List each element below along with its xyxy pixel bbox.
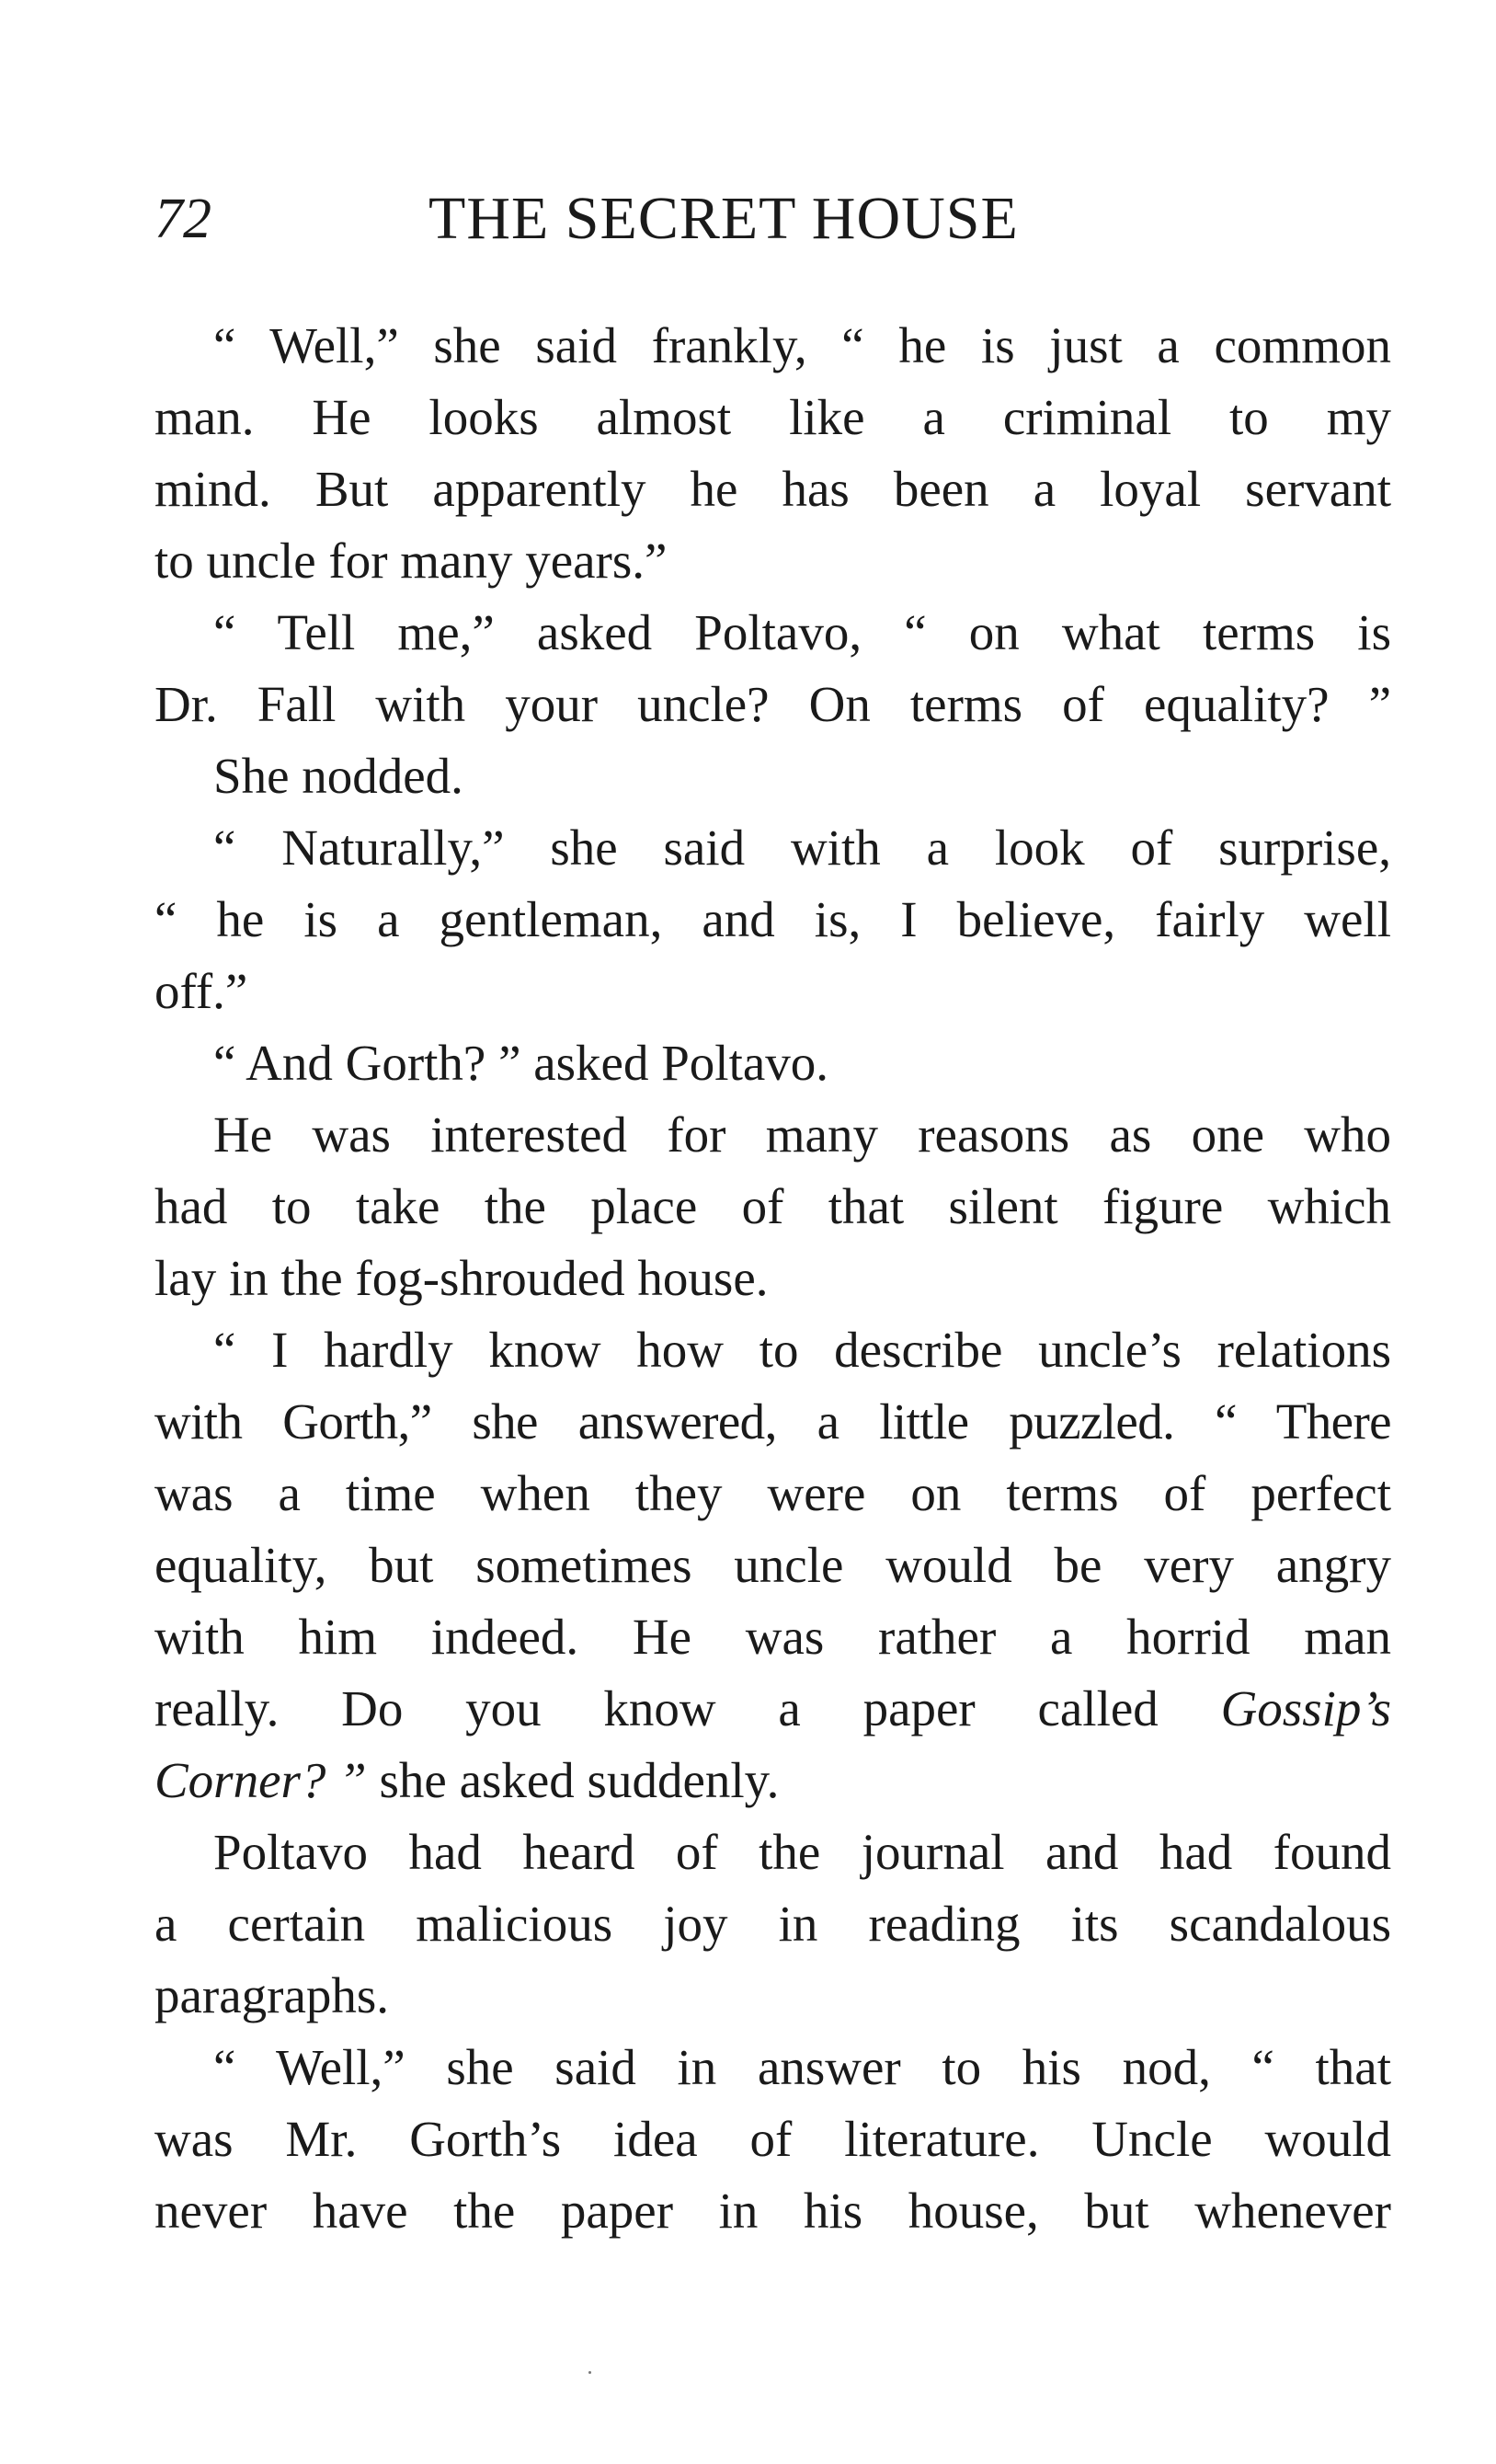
text-line: to uncle for many years.” (154, 533, 668, 589)
page-number: 72 (154, 188, 211, 250)
text-segment: she asked suddenly. (379, 1752, 780, 1808)
italic-title: Gossip’s (1220, 1680, 1391, 1736)
text-line: man. He looks almost like a criminal to my (154, 389, 1391, 445)
text-line: with him indeed. He was rather a horrid man (154, 1609, 1391, 1665)
text-line: off.” (154, 963, 248, 1019)
text-line: He was interested for many reasons as one who (213, 1106, 1391, 1163)
text-line: with Gorth,” she answered, a little puzzled. “ There (154, 1393, 1391, 1450)
text-line: “ I hardly know how to describe uncle’s relations (213, 1322, 1391, 1378)
text-line: “ Naturally,” she said with a look of surprise, (213, 819, 1391, 876)
text-line: was a time when they were on terms of perfect (154, 1465, 1391, 1521)
text-line (154, 1673, 1391, 1745)
text-line: paragraphs. (154, 1967, 390, 2023)
text-segment: really. Do you know a paper called (154, 1680, 1159, 1736)
text-line: was Mr. Gorth’s idea of literature. Uncle would (154, 2111, 1391, 2167)
body-text (154, 310, 1391, 2247)
text-line: a certain malicious joy in reading its scandalous (154, 1896, 1391, 1952)
text-line: “ Well,” she said frankly, “ he is just a common (213, 317, 1391, 373)
text-line (154, 1745, 1391, 1816)
running-title: THE SECRET HOUSE (428, 185, 1019, 252)
text-line: equality, but sometimes uncle would be very angry (154, 1537, 1391, 1593)
print-speck (588, 2371, 591, 2374)
text-line: “ Well,” she said in answer to his nod, “ that (213, 2039, 1391, 2095)
text-line: never have the paper in his house, but whenever (154, 2183, 1391, 2239)
text-line: Poltavo had heard of the journal and had found (213, 1824, 1391, 1880)
italic-title: Corner? ” (154, 1752, 367, 1808)
text-line: had to take the place of that silent figure which (154, 1178, 1391, 1234)
text-line: She nodded. (213, 748, 463, 804)
text-line: “ he is a gentleman, and is, I believe, fairly well (154, 891, 1391, 947)
text-line: Dr. Fall with your uncle? On terms of equality? ” (154, 676, 1391, 732)
text-line: lay in the fog-shrouded house. (154, 1250, 769, 1306)
page-header (154, 182, 1391, 256)
text-line: “ And Gorth? ” asked Poltavo. (213, 1035, 829, 1091)
text-line: “ Tell me,” asked Poltavo, “ on what terms is (213, 604, 1391, 660)
text-line: mind. But apparently he has been a loyal servant (154, 461, 1391, 517)
